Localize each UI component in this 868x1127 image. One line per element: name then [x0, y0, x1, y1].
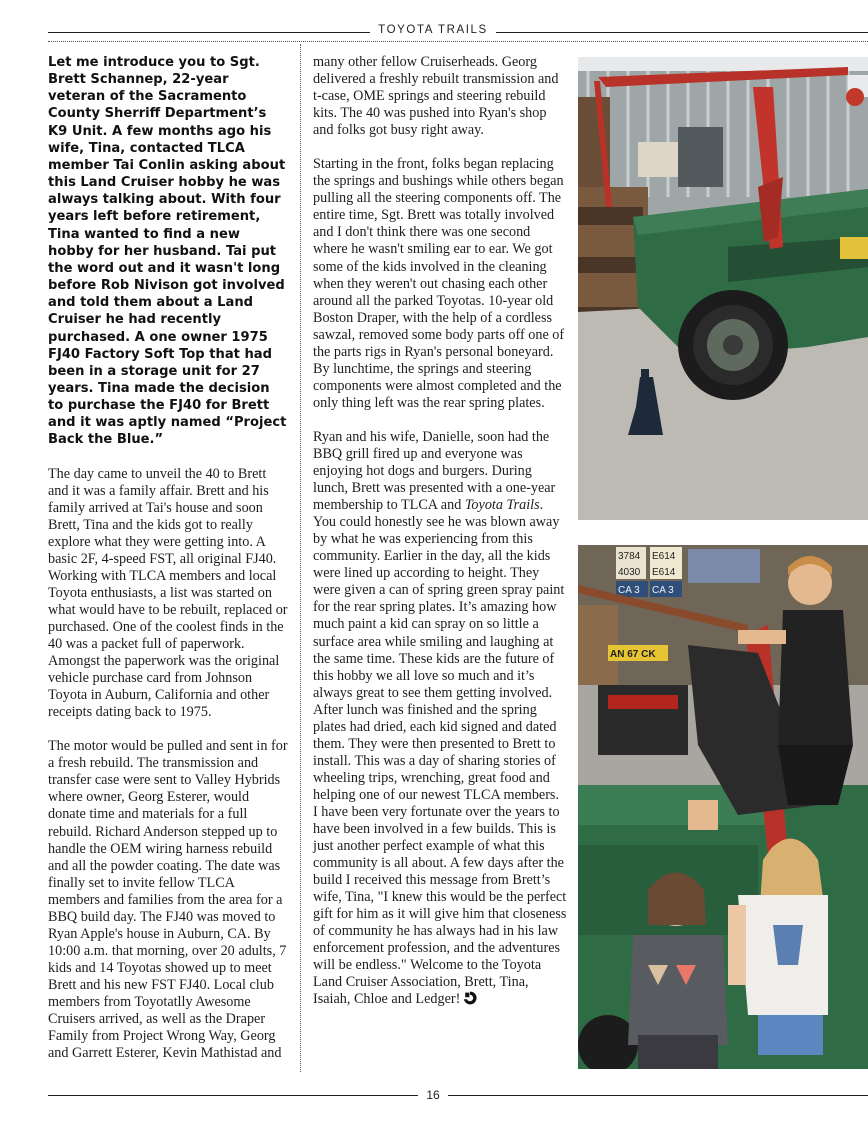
- magazine-title: Toyota Trails: [464, 497, 540, 514]
- plate-sign: E614: [652, 567, 676, 578]
- page-number: 16: [426, 1088, 440, 1102]
- plate-sign: AN 67 CK: [610, 649, 656, 660]
- column-2: [313, 54, 567, 1009]
- column-divider: [300, 44, 301, 1072]
- photo-fj40-image: [578, 57, 868, 520]
- header-rule-left: [48, 32, 370, 33]
- column-1: [48, 54, 288, 1062]
- footer-rule-right: [448, 1095, 868, 1096]
- dotted-rule-top: [48, 41, 868, 42]
- plate-sign: CA 3: [652, 585, 674, 596]
- header-rule-right: [496, 32, 868, 33]
- intro-paragraph: Let me introduce you to Sgt. Brett Schannep, 22-year veteran of the Sacramento County Sherriff Department’s K9 Unit. A few months ago his wife, Tina, contacted TLCA member Tai Conlin asking about this Land Cruiser hobby he was always talking about. With four years left before retirement, Tina wanted to find a new hobby for her husband. Tai put the word out and it wasn't long before Rob Nivison got involved and told them about a Land Cruiser he had recently purchased. A one owner 1975 FJ40 Factory Soft Top that had been in a storage unit for 27 years. Tina made the decision to purchase the FJ40 for Brett and it was aptly named “Project Back the Blue.”: [48, 55, 287, 448]
- end-mark-icon: [463, 991, 477, 1005]
- plate-sign: E614: [652, 551, 676, 562]
- footer-rule-left: [48, 1095, 418, 1096]
- body-paragraph: Starting in the front, folks began replacing the springs and bushings while others began pulling all the steering components off. The entire time, Sgt. Brett was totally involved and I don't think there was one second where he wasn't smiling ear to ear. We got some of the kids involved in the cleaning when they weren't out chasing each other around all the parked Toyotas. 10-year old Boston Draper, with the help of a cordless sawzal, removed some body parts off one of the parts rigs in Ryan's personal boneyard. By lunchtime, the springs and steering components were almost completed and the only thing left was the rear spring plates.: [313, 156, 565, 411]
- running-header: TOYOTA TRAILS: [378, 24, 488, 36]
- body-paragraph-final: Ryan and his wife, Danielle, soon had the BBQ grill fired up and everyone was enjoying hot dogs and burgers. During lunch, Brett was presented with a one-year membership to TLCA and Toyota Trails. You could honestly see he was blown away by what he was experiencing from this community. Earlier in the day, all the kids were lined up according to height. They were given a can of spring green spray paint for the rear spring plates. It’s amazing how much paint a kid can spray on so little a surface area while smiling and laughing at the same time. These kids are the future of this hobby we all love so much and it’s always great to see them getting involved. After lunch was finished and the spring plates had dried, each kid signed and dated them. They were then presented to Brett to install. This was a day of sharing stories of wheeling trips, wrenching, great food and helping one of our newest TLCA members. I have been very fortunate over the years to have been involved in a few builds. This is just another perfect example of what this community is all about. A few days after the build I received this message from Brett’s wife, Tina, "I knew this would be the perfect gift for him as it will give him that closeness of community he has always had in his law enforcement profession, and the adventures will be endless." Welcome to the Toyota Land Cruiser Association, Brett, Tina, Isaiah, Chloe and Ledger!: [313, 428, 567, 1008]
- photo-kids-with-spring-plates: [578, 545, 868, 1069]
- photo-kids-image: [578, 545, 868, 1069]
- plate-sign: CA 3: [618, 585, 640, 596]
- plate-sign: 4030: [618, 567, 641, 578]
- photo-fj40-in-shop: [578, 57, 868, 520]
- plate-sign: 3784: [618, 551, 641, 562]
- body-paragraph: The motor would be pulled and sent in for a fresh rebuild. The transmission and transfer case were sent to Valley Hybrids where owner, Georg Esterer, would donate time and materials for a full rebuild. Richard Anderson stepped up to handle the OEM wiring harness rebuild and all the powder coating. The date was finally set to invite fellow TLCA members and families from the area for a BBQ build day. The FJ40 was moved to Ryan Apple's house in Auburn, CA. By 10:00 a.m. that morning, over 20 adults, 7 kids and 14 Toyotas showed up to meet Brett and his new FST FJ40. Local club members from Toyotatlly Awesome Cruisers arrived, as well as the Draper Family from Project Wrong Way, Georg and Garrett Esterer, Kevin Mathistad and: [48, 738, 288, 1062]
- body-paragraph: The day came to unveil the 40 to Brett and it was a family affair. Brett and his family arrived at Tai's house and soon Brett, Tina and the kids got to really explore what they were getting into. A basic 2F, 4-speed FST, all original FJ40. Working with TLCA members and local Toyota enthusiasts, a list was started on what would have to be rebuilt, replaced or purchased. One of the coolest finds in the 40 was a packet full of paperwork. Amongst the paperwork was the original vehicle purchase card from Johnson Toyota in Auburn, California and other receipts dating back to 1975.: [48, 465, 288, 721]
- body-paragraph: many other fellow Cruiserheads. Georg delivered a freshly rebuilt transmission and t-case, OME springs and steering rebuild kits. The 40 was pushed into Ryan's shop and folks got busy right away.: [313, 54, 559, 139]
